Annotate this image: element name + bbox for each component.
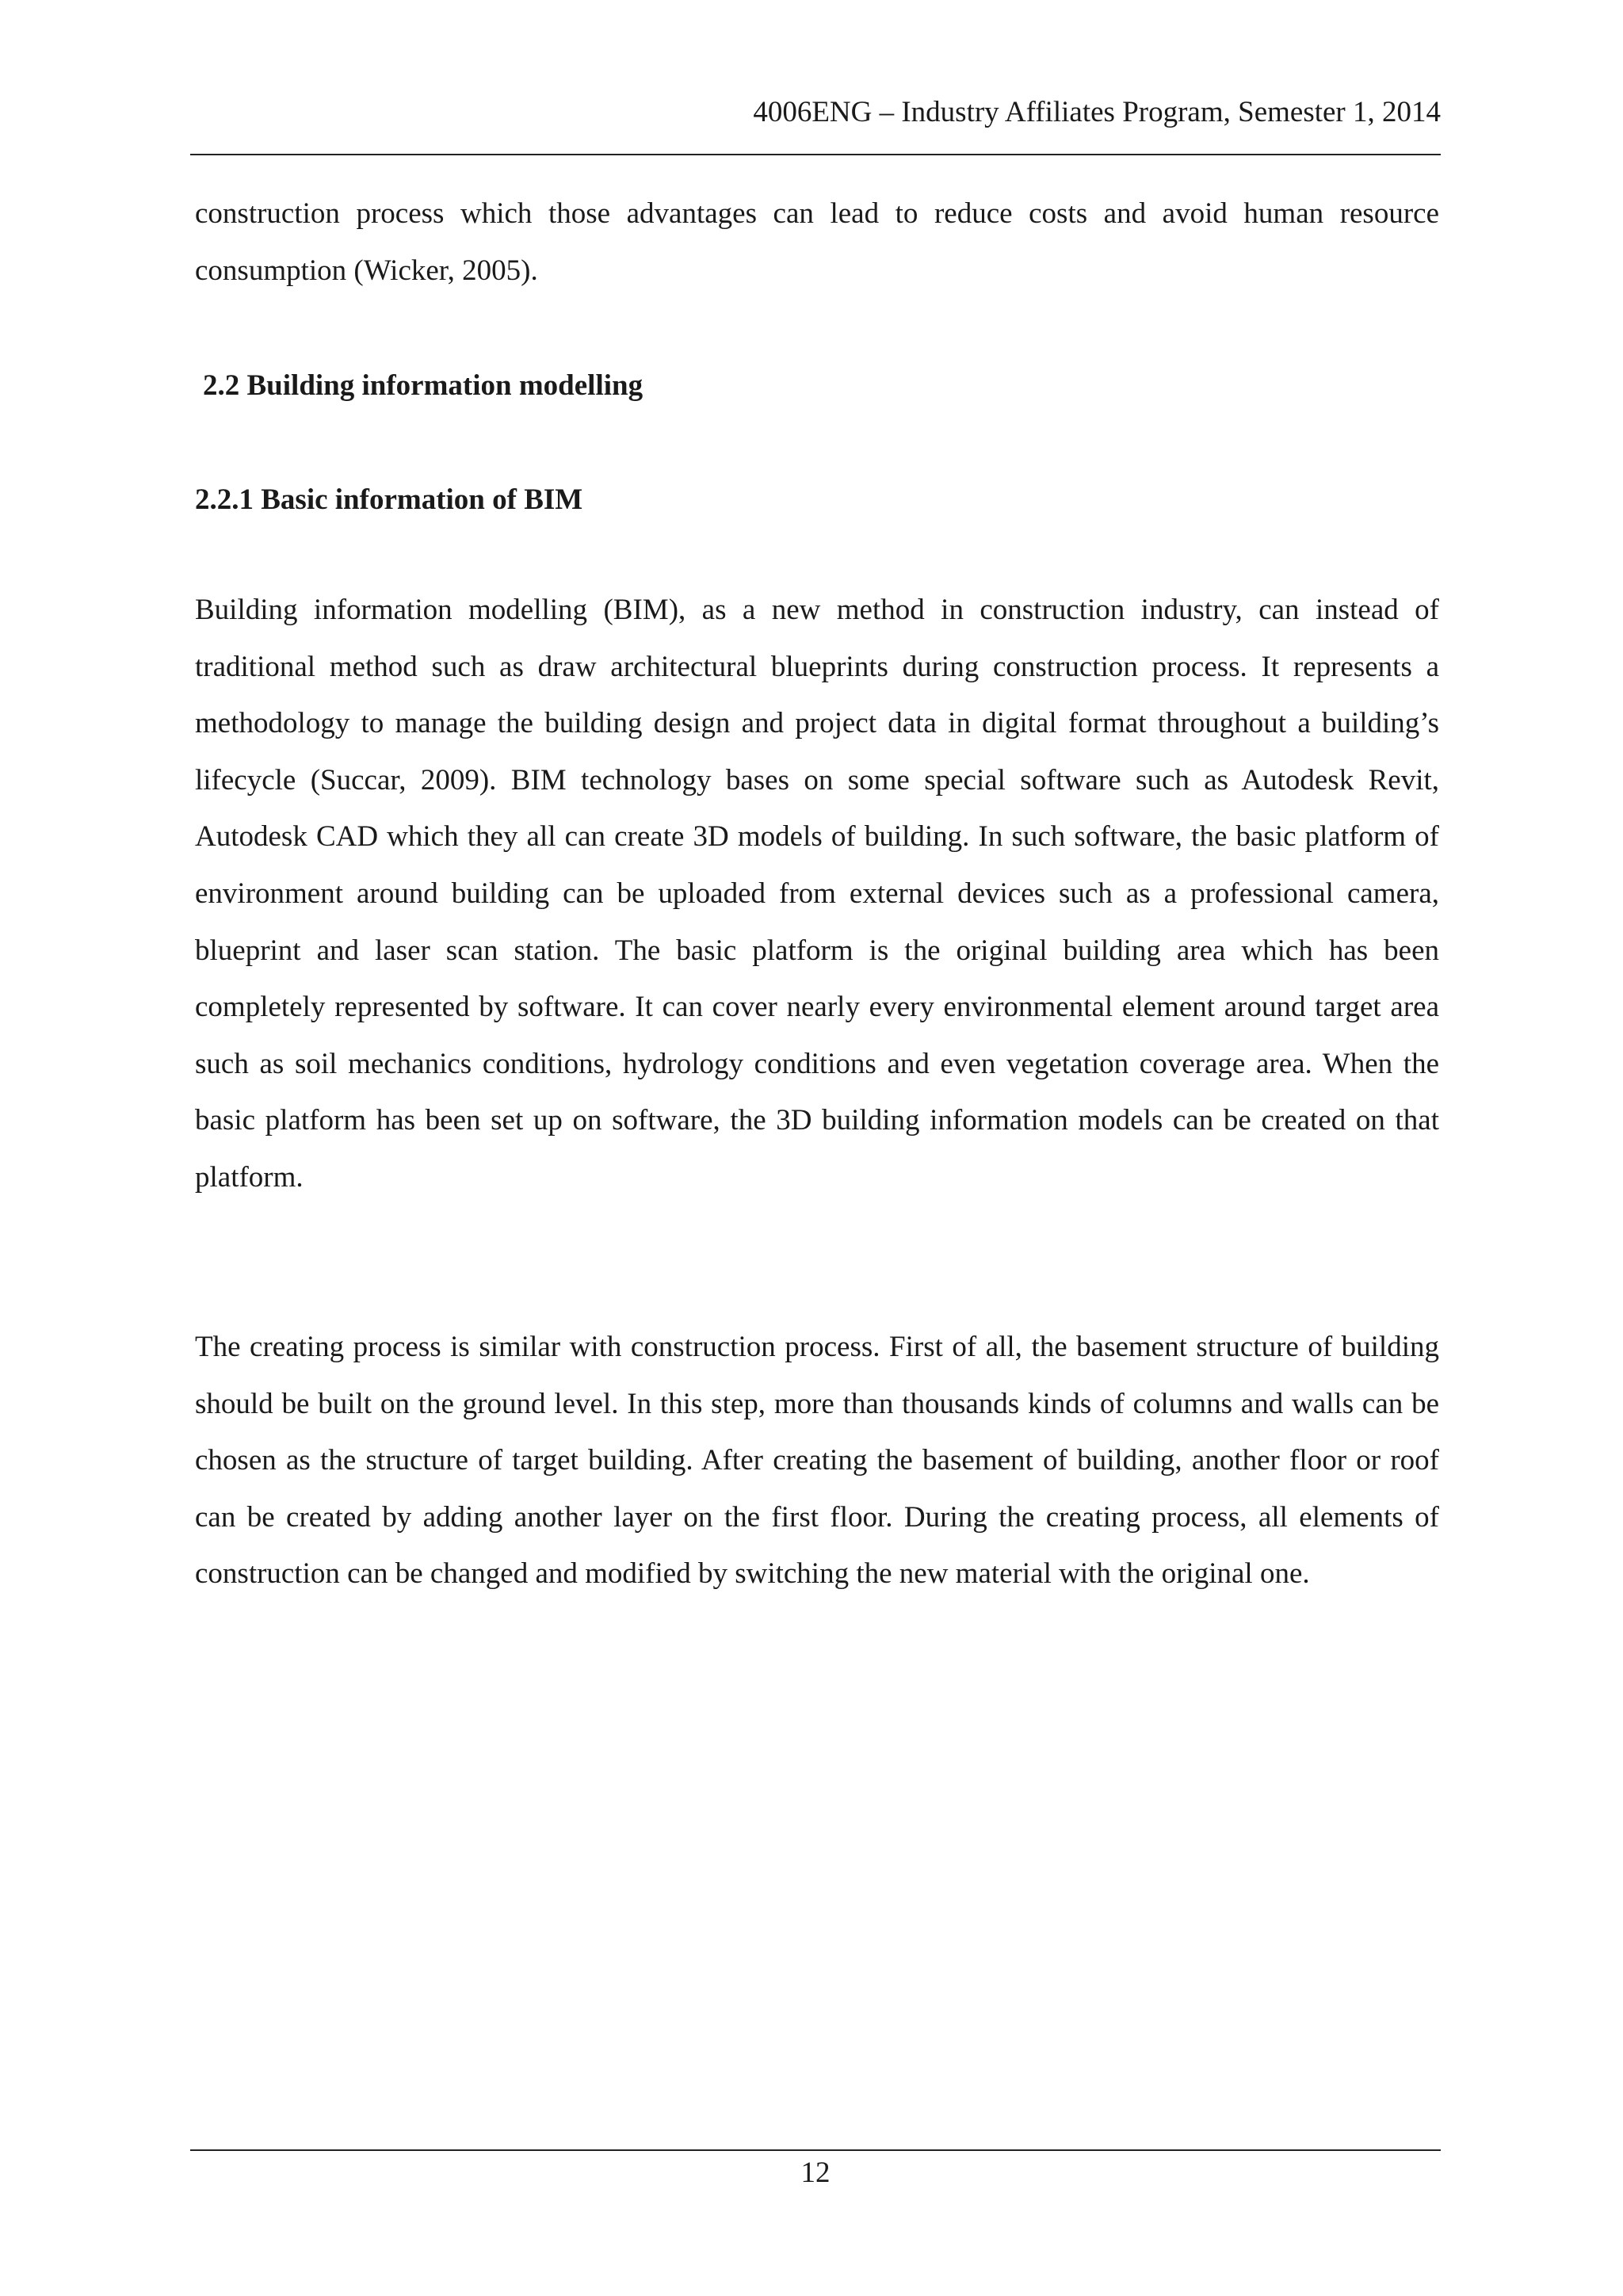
continued-paragraph: construction process which those advantages can lead to reduce costs and avoid human resource consumption (Wicker, 2005). [195,197,1439,287]
body-paragraph-2: The creating process is similar with construction process. First of all, the basement structure of building should be built on the ground level. In this step, more than thousands kinds of columns and walls can be chosen as the structure of target building. After creating the basement of building, another floor or roof can be created by adding another layer on the first floor. During the creating process, all elements of construction can be changed and modified by switching the new material with the original one. [195,1331,1439,1591]
running-header: 4006ENG – Industry Affiliates Program, Semester 1, 2014 [753,96,1441,128]
page-number: 12 [800,2157,831,2189]
header-divider [190,154,1441,155]
footer-divider [190,2149,1441,2151]
subsection-heading: 2.2.1 Basic information of BIM [195,483,583,516]
section-heading: 2.2 Building information modelling [203,369,643,402]
body-paragraph-1: Building information modelling (BIM), as a new method in construction industry, can instead of traditional method such as draw architectural blueprints during construction process. It represents a methodology to manage the building design and project data in digital format throughout a building’s lifecycle (Succar, 2009). BIM technology bases on some special software such as Autodesk Revit, Autodesk CAD which they all can create 3D models of building. In such software, the basic platform of environment around building can be uploaded from external devices such as a professional camera, blueprint and laser scan station. The basic platform is the original building area which has been completely represented by software. It can cover nearly every environmental element around target area such as soil mechanics conditions, hydrology conditions and even vegetation coverage area. When the basic platform has been set up on software, the 3D building information models can be created on that platform. [195,594,1439,1194]
